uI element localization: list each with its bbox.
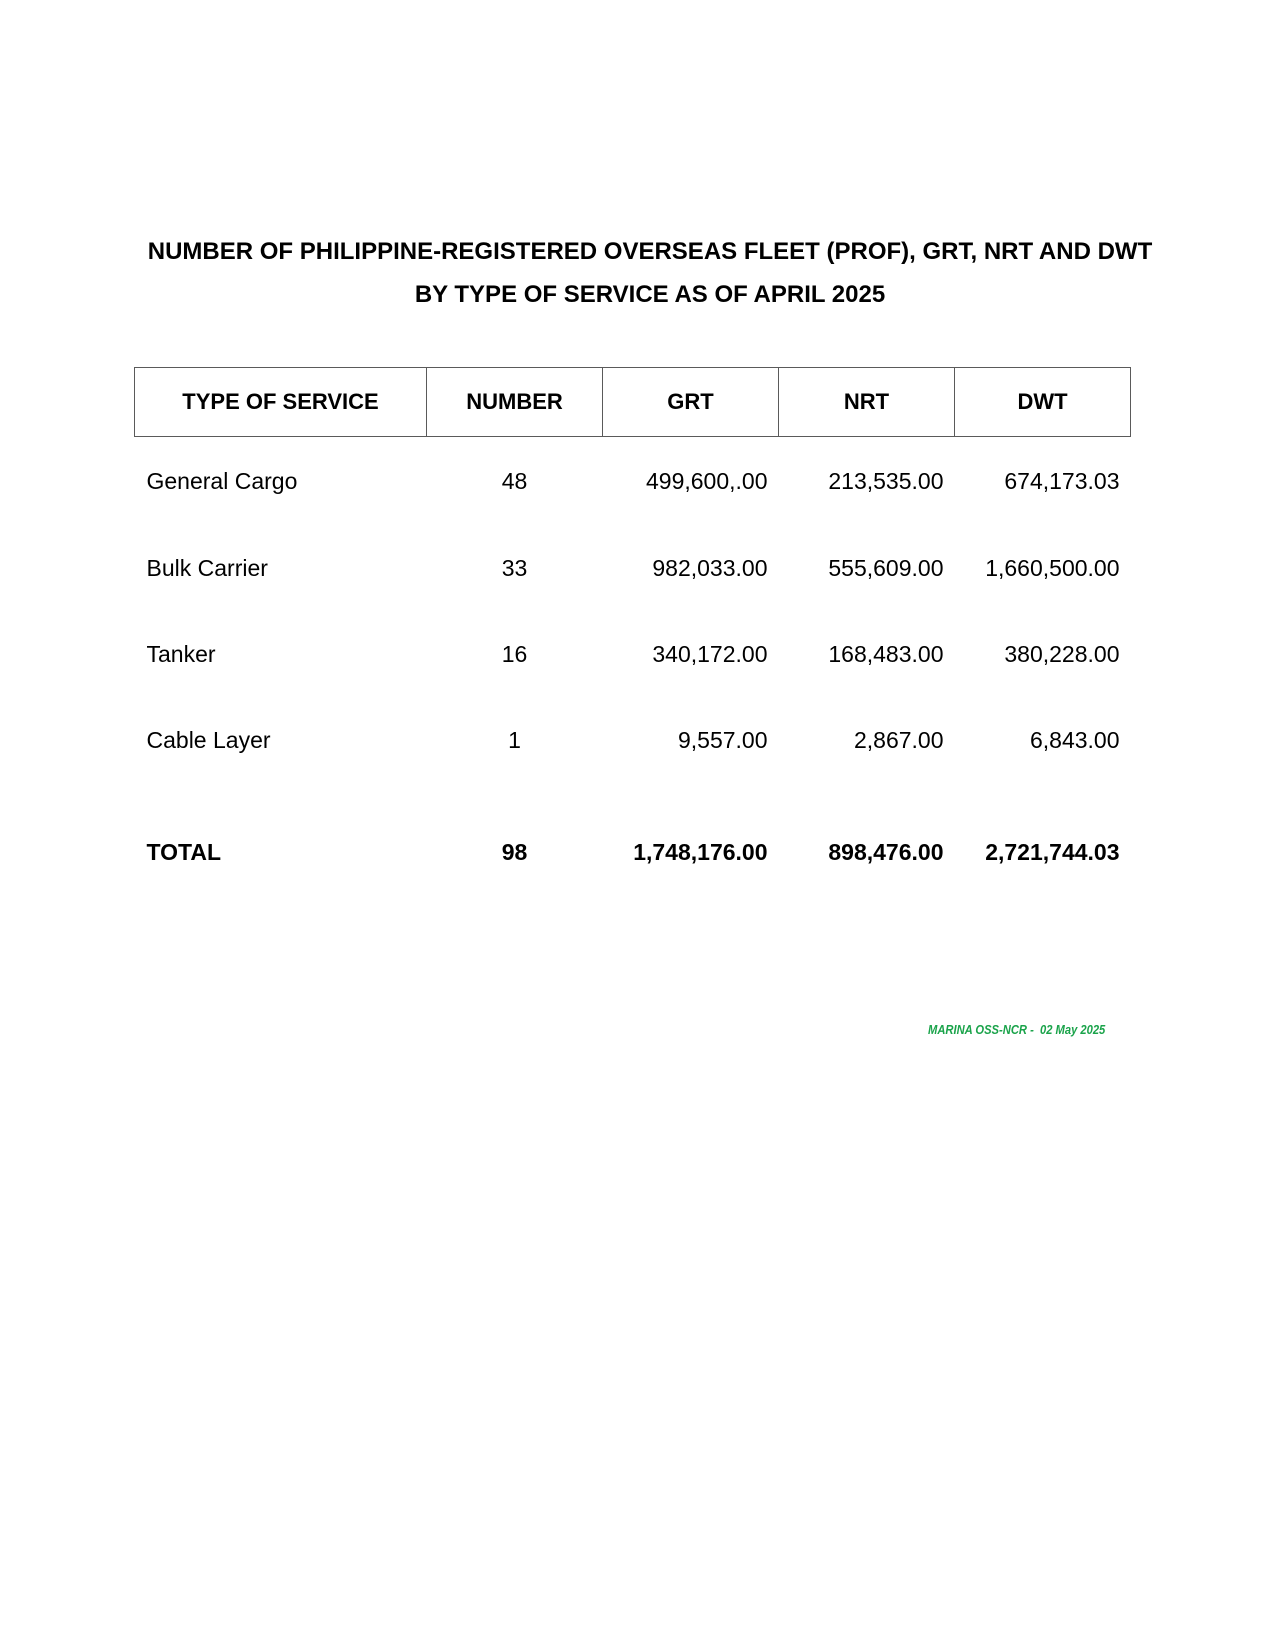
header-number: NUMBER: [427, 368, 603, 437]
cell-nrt: 555,609.00: [828, 554, 944, 581]
source-date-note: MARINA OSS-NCR - 02 May 2025: [928, 1022, 1106, 1037]
table-spacer-row: [135, 783, 1131, 811]
table-row: [135, 611, 1131, 697]
total-dwt: 2,721,744.03: [985, 838, 1120, 865]
header-nrt: NRT: [779, 368, 955, 437]
cell-nrt: 213,535.00: [828, 467, 944, 494]
document-title-line-1: NUMBER OF PHILIPPINE-REGISTERED OVERSEAS FLEET (PROF), GRT, NRT AND DWT: [147, 238, 1153, 265]
cell-number: 16: [501, 640, 528, 667]
total-label: TOTAL: [146, 838, 222, 865]
cell-grt: 9,557.00: [677, 726, 768, 753]
cell-dwt: 380,228.00: [1004, 640, 1120, 667]
fleet-table: [134, 367, 1131, 893]
header-grt: GRT: [603, 368, 779, 437]
cell-type: Tanker: [146, 640, 216, 667]
header-type-of-service: TYPE OF SERVICE: [135, 368, 427, 437]
table-header-row: [135, 368, 1131, 437]
header-dwt: DWT: [955, 368, 1131, 437]
cell-grt: 499,600,.00: [645, 467, 768, 494]
cell-dwt: 1,660,500.00: [985, 554, 1120, 581]
table-row: [135, 437, 1131, 526]
total-grt: 1,748,176.00: [633, 838, 768, 865]
total-row: [135, 811, 1131, 893]
cell-dwt: 6,843.00: [1029, 726, 1120, 753]
cell-number: 1: [508, 726, 521, 753]
cell-grt: 982,033.00: [652, 554, 768, 581]
cell-nrt: 168,483.00: [828, 640, 944, 667]
cell-nrt: 2,867.00: [853, 726, 944, 753]
document-title-line-2: BY TYPE OF SERVICE AS OF APRIL 2025: [414, 281, 886, 308]
cell-type: Cable Layer: [146, 726, 271, 753]
total-nrt: 898,476.00: [828, 838, 944, 865]
spacer-cell: [135, 783, 1131, 811]
total-number: 98: [501, 838, 528, 865]
fleet-table-container: [134, 367, 1130, 893]
table-row: [135, 525, 1131, 611]
cell-dwt: 674,173.03: [1004, 467, 1120, 494]
cell-grt: 340,172.00: [652, 640, 768, 667]
cell-type: Bulk Carrier: [146, 554, 268, 581]
cell-type: General Cargo: [146, 467, 298, 494]
cell-number: 33: [501, 554, 528, 581]
table-row: [135, 697, 1131, 783]
cell-number: 48: [501, 467, 528, 494]
